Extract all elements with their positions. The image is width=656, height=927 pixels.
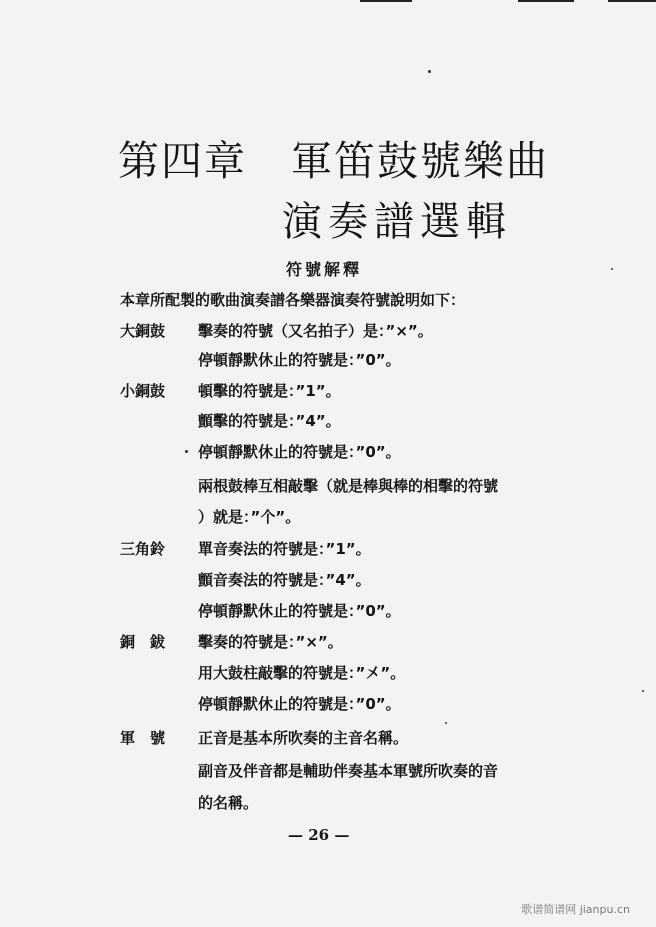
chapter-name-line2: 演奏譜選輯: [282, 199, 512, 245]
chapter-name-line1: 軍笛鼓號樂曲: [291, 137, 549, 185]
scan-speck: [642, 690, 644, 692]
intro-paragraph: 本章所配製的歌曲演奏譜各樂器演奏符號說明如下：: [120, 291, 466, 309]
symbol-line: 停頓靜默休止的符號是：”0”。: [198, 695, 401, 713]
page-number: — 26 —: [288, 826, 350, 844]
top-edge-mark: [360, 0, 412, 2]
symbol-line: 的名稱。: [198, 794, 259, 812]
scan-speck: [611, 268, 613, 270]
symbol-line: 正音是基本所吹奏的主音名稱。: [198, 729, 409, 747]
instrument-label: 三角鈴: [120, 540, 166, 558]
top-edge-mark: [608, 0, 656, 2]
symbol-line: 停頓靜默休止的符號是：”0”。: [198, 351, 401, 369]
symbol-line: 單音奏法的符號是：”1”。: [198, 540, 371, 558]
symbol-line: 副音及伴音都是輔助伴奏基本軍號所吹奏的音: [198, 762, 499, 780]
chapter-title: [118, 128, 549, 187]
scan-speck: [185, 450, 188, 453]
instrument-label: 大銅鼓: [120, 322, 166, 340]
symbol-line: 停頓靜默休止的符號是：”0”。: [198, 602, 401, 620]
instrument-label: 小銅鼓: [120, 382, 166, 400]
top-edge-mark: [518, 0, 574, 2]
symbol-line: 擊奏的符號是：”×”。: [198, 633, 343, 651]
symbol-line: 停頓靜默休止的符號是：”0”。: [198, 443, 401, 461]
symbol-line: 擊奏的符號（又名拍子）是：”×”。: [198, 322, 433, 340]
symbol-line: 顫音奏法的符號是：”4”。: [198, 571, 371, 589]
symbol-line: ）就是：”个”。: [198, 508, 301, 526]
instrument-label: 軍 號: [120, 729, 166, 747]
instrument-label: 銅 鈸: [120, 633, 166, 651]
scan-speck: [428, 70, 431, 73]
section-heading: 符號解釋: [286, 260, 363, 279]
symbol-line: 兩根鼓棒互相敲擊（就是棒與棒的相擊的符號: [198, 477, 499, 495]
symbol-line: 頓擊的符號是：”1”。: [198, 382, 341, 400]
symbol-line: 顫擊的符號是：”4”。: [198, 412, 341, 430]
symbol-line: 用大鼓柱敲擊的符號是：”㐅”。: [198, 664, 406, 682]
scan-speck: [445, 722, 447, 724]
chapter-number: 第四章: [118, 137, 247, 185]
watermark: 歌谱简谱网 jianpu.cn: [521, 903, 630, 916]
